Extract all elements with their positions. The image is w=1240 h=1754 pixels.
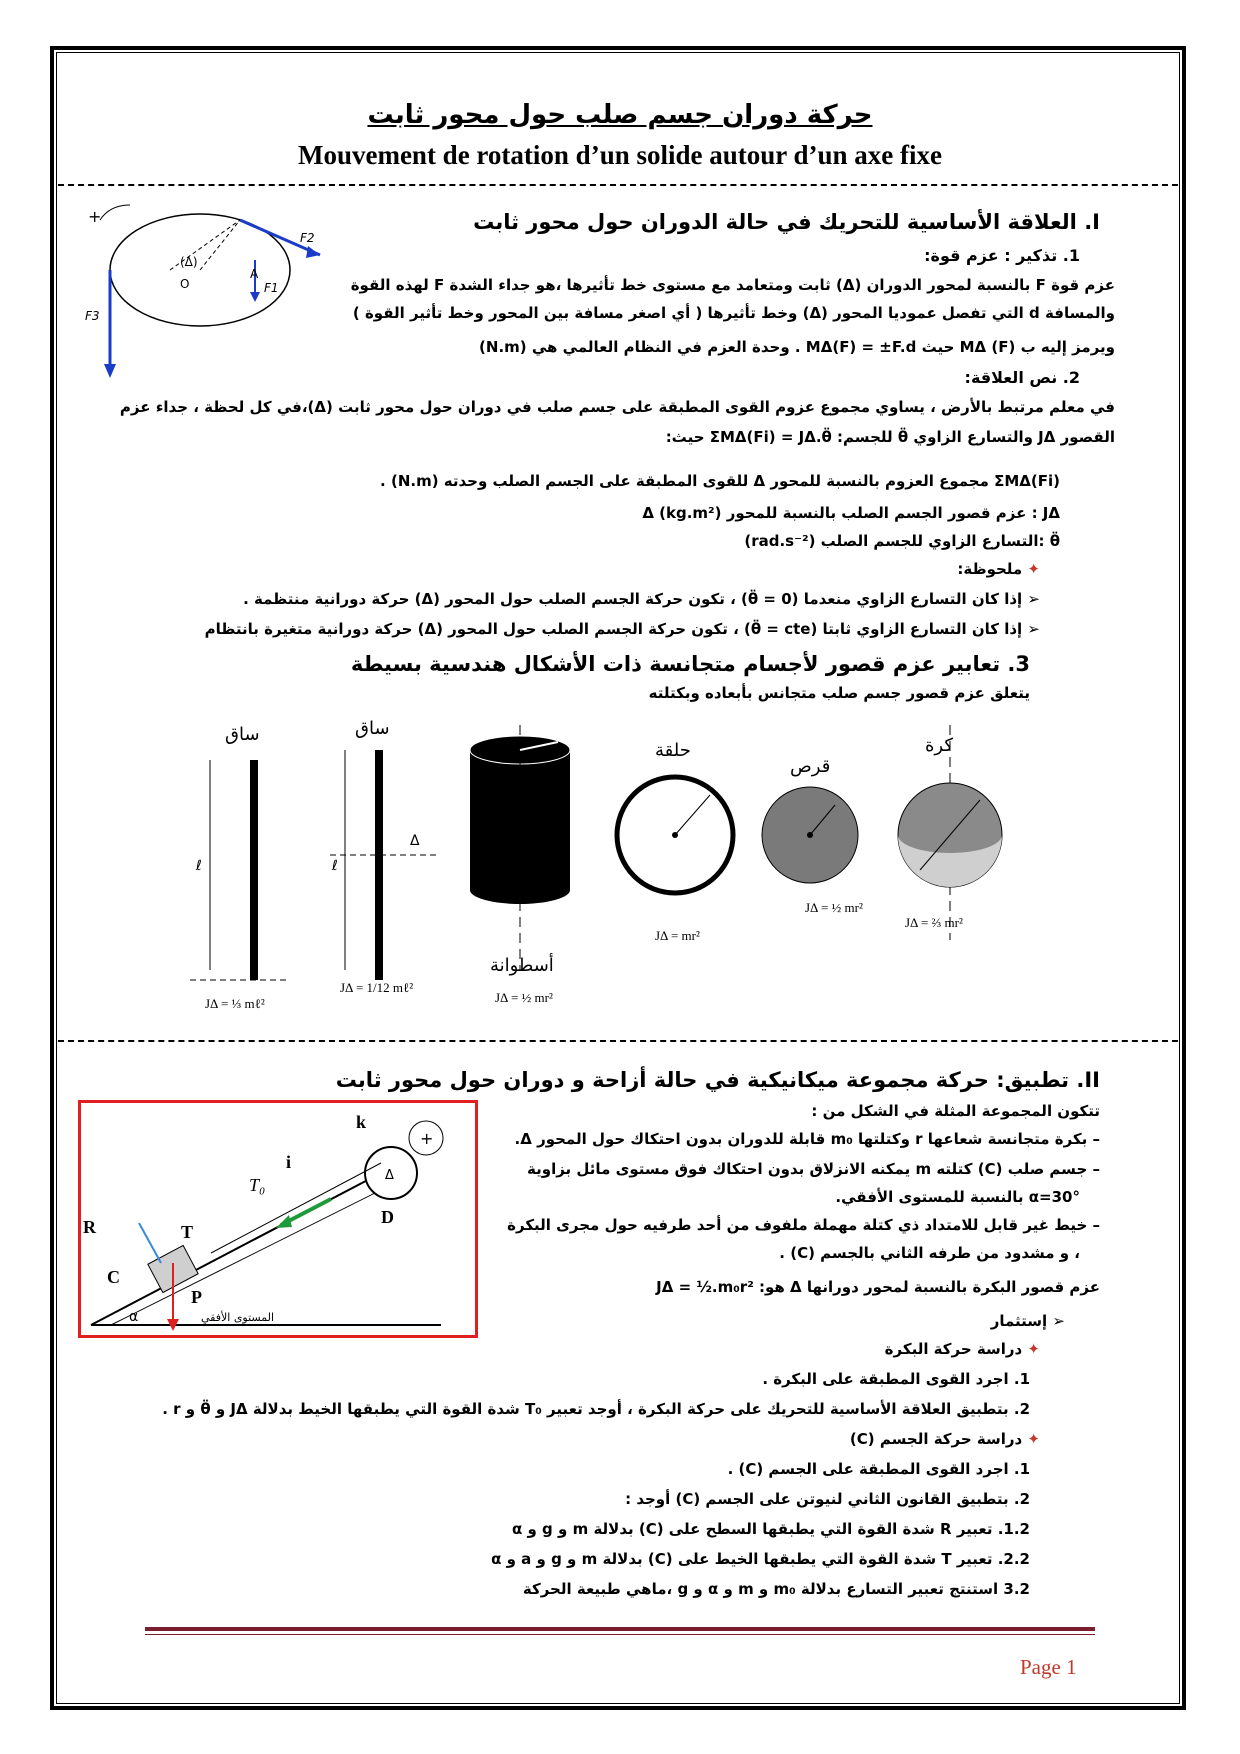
reminder-heading: 1. تذكير : عزم قوة: xyxy=(924,246,1080,265)
d-label: D xyxy=(381,1207,394,1227)
rod2-formula: JΔ = 1/12 mℓ² xyxy=(340,980,414,995)
question: 2. بتطبيق العلاقة الأساسية للتحريك على حركة البكرة ، أوجد تعبير T₀ شدة القوة التي يطبقها الخيط بدلالة JΔ و θ̈ و r . xyxy=(162,1400,1030,1418)
disc-formula: JΔ = ½ mr² xyxy=(805,900,863,915)
p-label: P xyxy=(191,1287,202,1307)
text-line: ΣMΔ(Fi) مجموع العزوم بالنسبة للمحور Δ للقوى المطبقة على الجسم الصلب وحدته (N.m) . xyxy=(380,472,1060,490)
f1-label: F1 xyxy=(264,281,279,295)
text-line: عزم قوة F بالنسبة لمحور الدوران (Δ) ثابت ومتعامد مع مستوى خط تأثيرها ،هو جداء الشدة F لهذه القوة xyxy=(350,276,1115,294)
list-item: – جسم صلب (C) كتلته m يمكنه الانزلاق بدون احتكاك فوق مستوى مائل بزاوية xyxy=(527,1160,1100,1178)
alpha-label: α xyxy=(129,1309,139,1325)
cylinder-label: أسطوانة xyxy=(490,955,554,976)
body-study-label: ✦ دراسة حركة الجسم (C) xyxy=(849,1430,1040,1448)
exploit-label: ➢ إستثمار xyxy=(990,1312,1065,1330)
rod1-label: ساق xyxy=(225,724,260,745)
question: 2.2. تعبير T شدة القوة التي يطبقها الخيط على (C) بدلالة m و g و a و α xyxy=(491,1550,1030,1568)
disc-label: قرص xyxy=(790,756,831,777)
divider xyxy=(58,184,1178,186)
list-item: – بكرة متجانسة شعاعها r وكتلتها m₀ قابلة للدوران بدون احتكاك حول المحور Δ. xyxy=(514,1130,1100,1148)
c-label: C xyxy=(107,1267,120,1287)
footer-line xyxy=(145,1634,1095,1635)
text-line: القصور JΔ والتسارع الزاوي θ̈ للجسم: ΣMΔ(Fi) = JΔ.θ̈ حيث: xyxy=(665,428,1115,446)
text-line: في معلم مرتبط بالأرض ، يساوي مجموع عزوم القوى المطبقة على جسم صلب في دوران حول محور ثابت (Δ)،في كل لحظة ، جداء عزم xyxy=(119,398,1115,416)
text-line: والمسافة d التي تفصل عموديا المحور (Δ) وخط تأثيرها ( أي اصغر مسافة بين المحور وخط تأثير القوة ) xyxy=(352,304,1115,322)
footer-line xyxy=(145,1627,1095,1631)
list-item: – خيط غير قابل للامتداد ذي كتلة مهملة ملفوف من أحد طرفيه حول مجرى البكرة xyxy=(507,1216,1100,1234)
question: 3.2 استنتج تعبير التسارع بدلالة m₀ و m و α و g ،ماهي طبيعة الحركة xyxy=(522,1580,1030,1598)
text-line: ويرمز إليه ب (F) MΔ حيث MΔ(F) = ±F.d . وحدة العزم في النظام العالمي هي (N.m) xyxy=(479,338,1115,356)
svg-text:+: + xyxy=(88,207,102,226)
plus-label: + xyxy=(420,1129,434,1148)
question: 1. اجرد القوى المطبقة على الجسم (C) . xyxy=(727,1460,1030,1478)
text-line: JΔ : عزم قصور الجسم الصلب بالنسبة للمحور Δ (kg.m²) xyxy=(642,504,1060,522)
text-line: يتعلق عزم قصور جسم صلب متجانس بأبعاده وبكتلته xyxy=(648,684,1030,702)
f2-label: F2 xyxy=(300,231,315,245)
note-item: ➢ إذا كان التسارع الزاوي ثابتا (θ̈ = cte) ، تكون حركة الجسم الصلب حول المحور (Δ) حركة دورانية متغيرة بانتظام xyxy=(204,620,1040,638)
ring-label: حلقة xyxy=(655,740,691,761)
text-line: θ̈ :التسارع الزاوي للجسم الصلب (rad.s⁻²) xyxy=(744,532,1060,550)
sphere-formula: JΔ = ⅔ mr² xyxy=(905,915,963,930)
page-number: Page 1 xyxy=(1020,1655,1077,1679)
f3-label: F3 xyxy=(85,309,100,323)
note-label: ✦ ملحوظة: xyxy=(957,560,1040,578)
i-label: i xyxy=(286,1152,292,1172)
rod2-label: ساق xyxy=(355,718,390,739)
pulley-study-label: ✦ دراسة حركة البكرة xyxy=(884,1340,1040,1358)
sphere-label: كرة xyxy=(925,735,953,756)
a-label: A xyxy=(250,267,259,281)
o-label: O xyxy=(180,277,190,291)
r-label: R xyxy=(83,1217,96,1237)
ring-formula: JΔ = mr² xyxy=(655,928,700,943)
rod1-formula: JΔ = ⅓ mℓ² xyxy=(205,996,265,1011)
svg-text:Δ: Δ xyxy=(410,833,420,849)
k-label: k xyxy=(356,1112,367,1132)
text-line: α=30° بالنسبة للمستوى الأفقي. xyxy=(835,1188,1080,1206)
text-line: ، و مشدود من طرفه الثاني بالجسم (C) . xyxy=(779,1244,1080,1262)
text-line: عزم قصور البكرة بالنسبة لمحور دورانها Δ هو: JΔ = ½.m₀r² xyxy=(656,1278,1100,1296)
section1-heading: I. العلاقة الأساسية للتحريك في حالة الدوران حول محور ثابت xyxy=(473,210,1100,234)
title-french: Mouvement de rotation d’un solide autour d’un axe fixe xyxy=(297,140,943,170)
text-line: تتكون المجموعة المثلة في الشكل من : xyxy=(811,1102,1100,1120)
svg-text:ℓ: ℓ xyxy=(196,858,202,874)
svg-text:ℓ: ℓ xyxy=(332,858,338,874)
t-label: T xyxy=(181,1222,194,1242)
shapes-heading: 3. تعابير عزم قصور لأجسام متجانسة ذات الأشكال هندسية بسيطة xyxy=(350,652,1030,676)
title-arabic: حركة دوران جسم صلب حول محور ثابت xyxy=(367,100,873,130)
t0-label: T₀ xyxy=(249,1175,266,1195)
section2-heading: II. تطبيق: حركة مجموعة ميكانيكية في حالة أزاحة و دوران حول محور ثابت xyxy=(335,1068,1100,1092)
relation-heading: 2. نص العلاقة: xyxy=(964,368,1080,387)
divider xyxy=(58,1040,1178,1042)
axis-label: (Δ) xyxy=(180,255,198,269)
application-figure xyxy=(81,1103,475,1335)
delta-label: Δ xyxy=(385,1168,394,1183)
question: 1. اجرد القوى المطبقة على البكرة . xyxy=(762,1370,1030,1388)
question: 2. بتطبيق القانون الثاني لنيوتن على الجسم (C) أوجد : xyxy=(625,1490,1030,1508)
note-item: ➢ إذا كان التسارع الزاوي منعدما (θ̈ = 0) ، تكون حركة الجسم الصلب حول المحور (Δ) حركة دورانية منتظمة . xyxy=(243,590,1040,608)
horizontal-label: المستوى الأفقي xyxy=(201,1311,275,1324)
question: 1.2. تعبير R شدة القوة التي يطبقها السطح على (C) بدلالة m و g و α xyxy=(511,1520,1030,1538)
cylinder-formula: JΔ = ½ mr² xyxy=(495,990,553,1005)
inertia-shapes xyxy=(180,720,1080,1020)
torque-figure xyxy=(80,200,330,390)
